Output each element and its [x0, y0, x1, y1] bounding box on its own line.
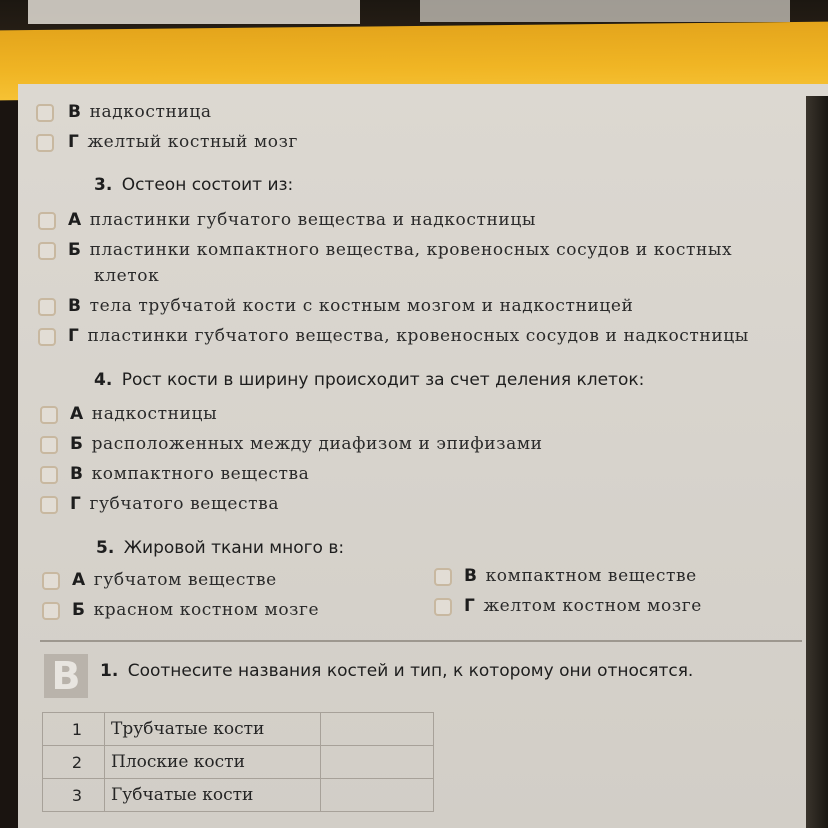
answer-option — [464, 566, 697, 586]
answer-option — [70, 434, 543, 454]
bone-name: Плоские кости — [105, 746, 321, 779]
answer-option — [70, 464, 309, 484]
option-letter: Г — [68, 132, 80, 152]
option-letter: В — [464, 566, 478, 586]
option-letter: В — [68, 296, 82, 316]
option-text: клеток — [94, 266, 160, 286]
question-3 — [94, 175, 293, 195]
checkbox[interactable] — [40, 436, 58, 454]
task-number: 1. — [100, 661, 119, 681]
option-text: надкостницы — [91, 404, 218, 424]
task-1 — [100, 661, 693, 681]
checkbox[interactable] — [38, 212, 56, 230]
table-row — [43, 713, 434, 746]
option-text: пластинки компактного вещества, кровеносных сосудов и костных — [89, 240, 733, 260]
question-number: 4. — [94, 370, 113, 390]
option-letter: А — [72, 570, 86, 590]
option-text: губчатого вещества — [89, 494, 280, 514]
checkbox[interactable] — [42, 572, 60, 590]
option-letter: В — [70, 464, 84, 484]
option-letter: Б — [72, 600, 86, 620]
section-badge: В — [44, 654, 88, 698]
row-number: 1 — [43, 713, 105, 746]
answer-option — [68, 326, 749, 346]
answer-option — [70, 404, 217, 424]
row-number: 3 — [43, 779, 105, 812]
option-letter: А — [68, 210, 82, 230]
answer-option — [68, 240, 732, 260]
answer-option-continuation — [94, 266, 159, 286]
checkbox[interactable] — [38, 328, 56, 346]
option-letter: Г — [68, 326, 80, 346]
question-number: 5. — [96, 538, 115, 558]
table-row — [43, 779, 434, 812]
table-row — [43, 746, 434, 779]
checkbox[interactable] — [40, 406, 58, 424]
option-text: пластинки губчатого вещества, кровеносных сосудов и надкостницы — [87, 326, 749, 346]
option-text: надкостница — [89, 102, 212, 122]
answer-option — [68, 132, 298, 152]
bone-name: Губчатые кости — [105, 779, 321, 812]
question-text: Рост кости в ширину происходит за счет деления клеток: — [121, 370, 645, 390]
answer-option — [464, 596, 702, 616]
option-letter: Г — [70, 494, 82, 514]
checkbox[interactable] — [36, 104, 54, 122]
question-5 — [96, 538, 344, 558]
checkbox[interactable] — [38, 298, 56, 316]
checkbox[interactable] — [40, 496, 58, 514]
option-text: тела трубчатой кости с костным мозгом и надкостницей — [89, 296, 634, 316]
answer-option — [72, 570, 277, 590]
answer-cell[interactable] — [321, 779, 434, 812]
option-letter: Б — [70, 434, 84, 454]
answer-cell[interactable] — [321, 713, 434, 746]
answer-option — [70, 494, 279, 514]
option-text: желтом костном мозге — [483, 596, 702, 616]
task-text: Соотнесите названия костей и тип, к которому они относятся. — [127, 661, 694, 681]
checkbox[interactable] — [36, 134, 54, 152]
checkbox[interactable] — [434, 568, 452, 586]
option-letter: Г — [464, 596, 476, 616]
question-text: Остеон состоит из: — [121, 175, 294, 195]
checkbox[interactable] — [38, 242, 56, 260]
option-text: желтый костный мозг — [87, 132, 299, 152]
question-text: Жировой ткани много в: — [123, 538, 345, 558]
option-text: губчатом веществе — [93, 570, 277, 590]
answer-option — [68, 296, 634, 316]
answer-option — [68, 210, 536, 230]
option-text: красном костном мозге — [93, 600, 320, 620]
option-text: пластинки губчатого вещества и надкостницы — [89, 210, 536, 230]
checkbox[interactable] — [42, 602, 60, 620]
answer-option — [68, 102, 212, 122]
option-text: расположенных между диафизом и эпифизами — [91, 434, 543, 454]
matching-table — [42, 712, 434, 812]
answer-cell[interactable] — [321, 746, 434, 779]
option-letter: Б — [68, 240, 82, 260]
question-4 — [94, 370, 644, 390]
option-text: компактного вещества — [91, 464, 310, 484]
checkbox[interactable] — [434, 598, 452, 616]
bone-name: Трубчатые кости — [105, 713, 321, 746]
answer-option — [72, 600, 319, 620]
section-divider — [40, 640, 802, 642]
option-text: компактном веществе — [485, 566, 697, 586]
checkbox[interactable] — [40, 466, 58, 484]
row-number: 2 — [43, 746, 105, 779]
option-letter: В — [68, 102, 82, 122]
question-number: 3. — [94, 175, 113, 195]
option-letter: А — [70, 404, 84, 424]
